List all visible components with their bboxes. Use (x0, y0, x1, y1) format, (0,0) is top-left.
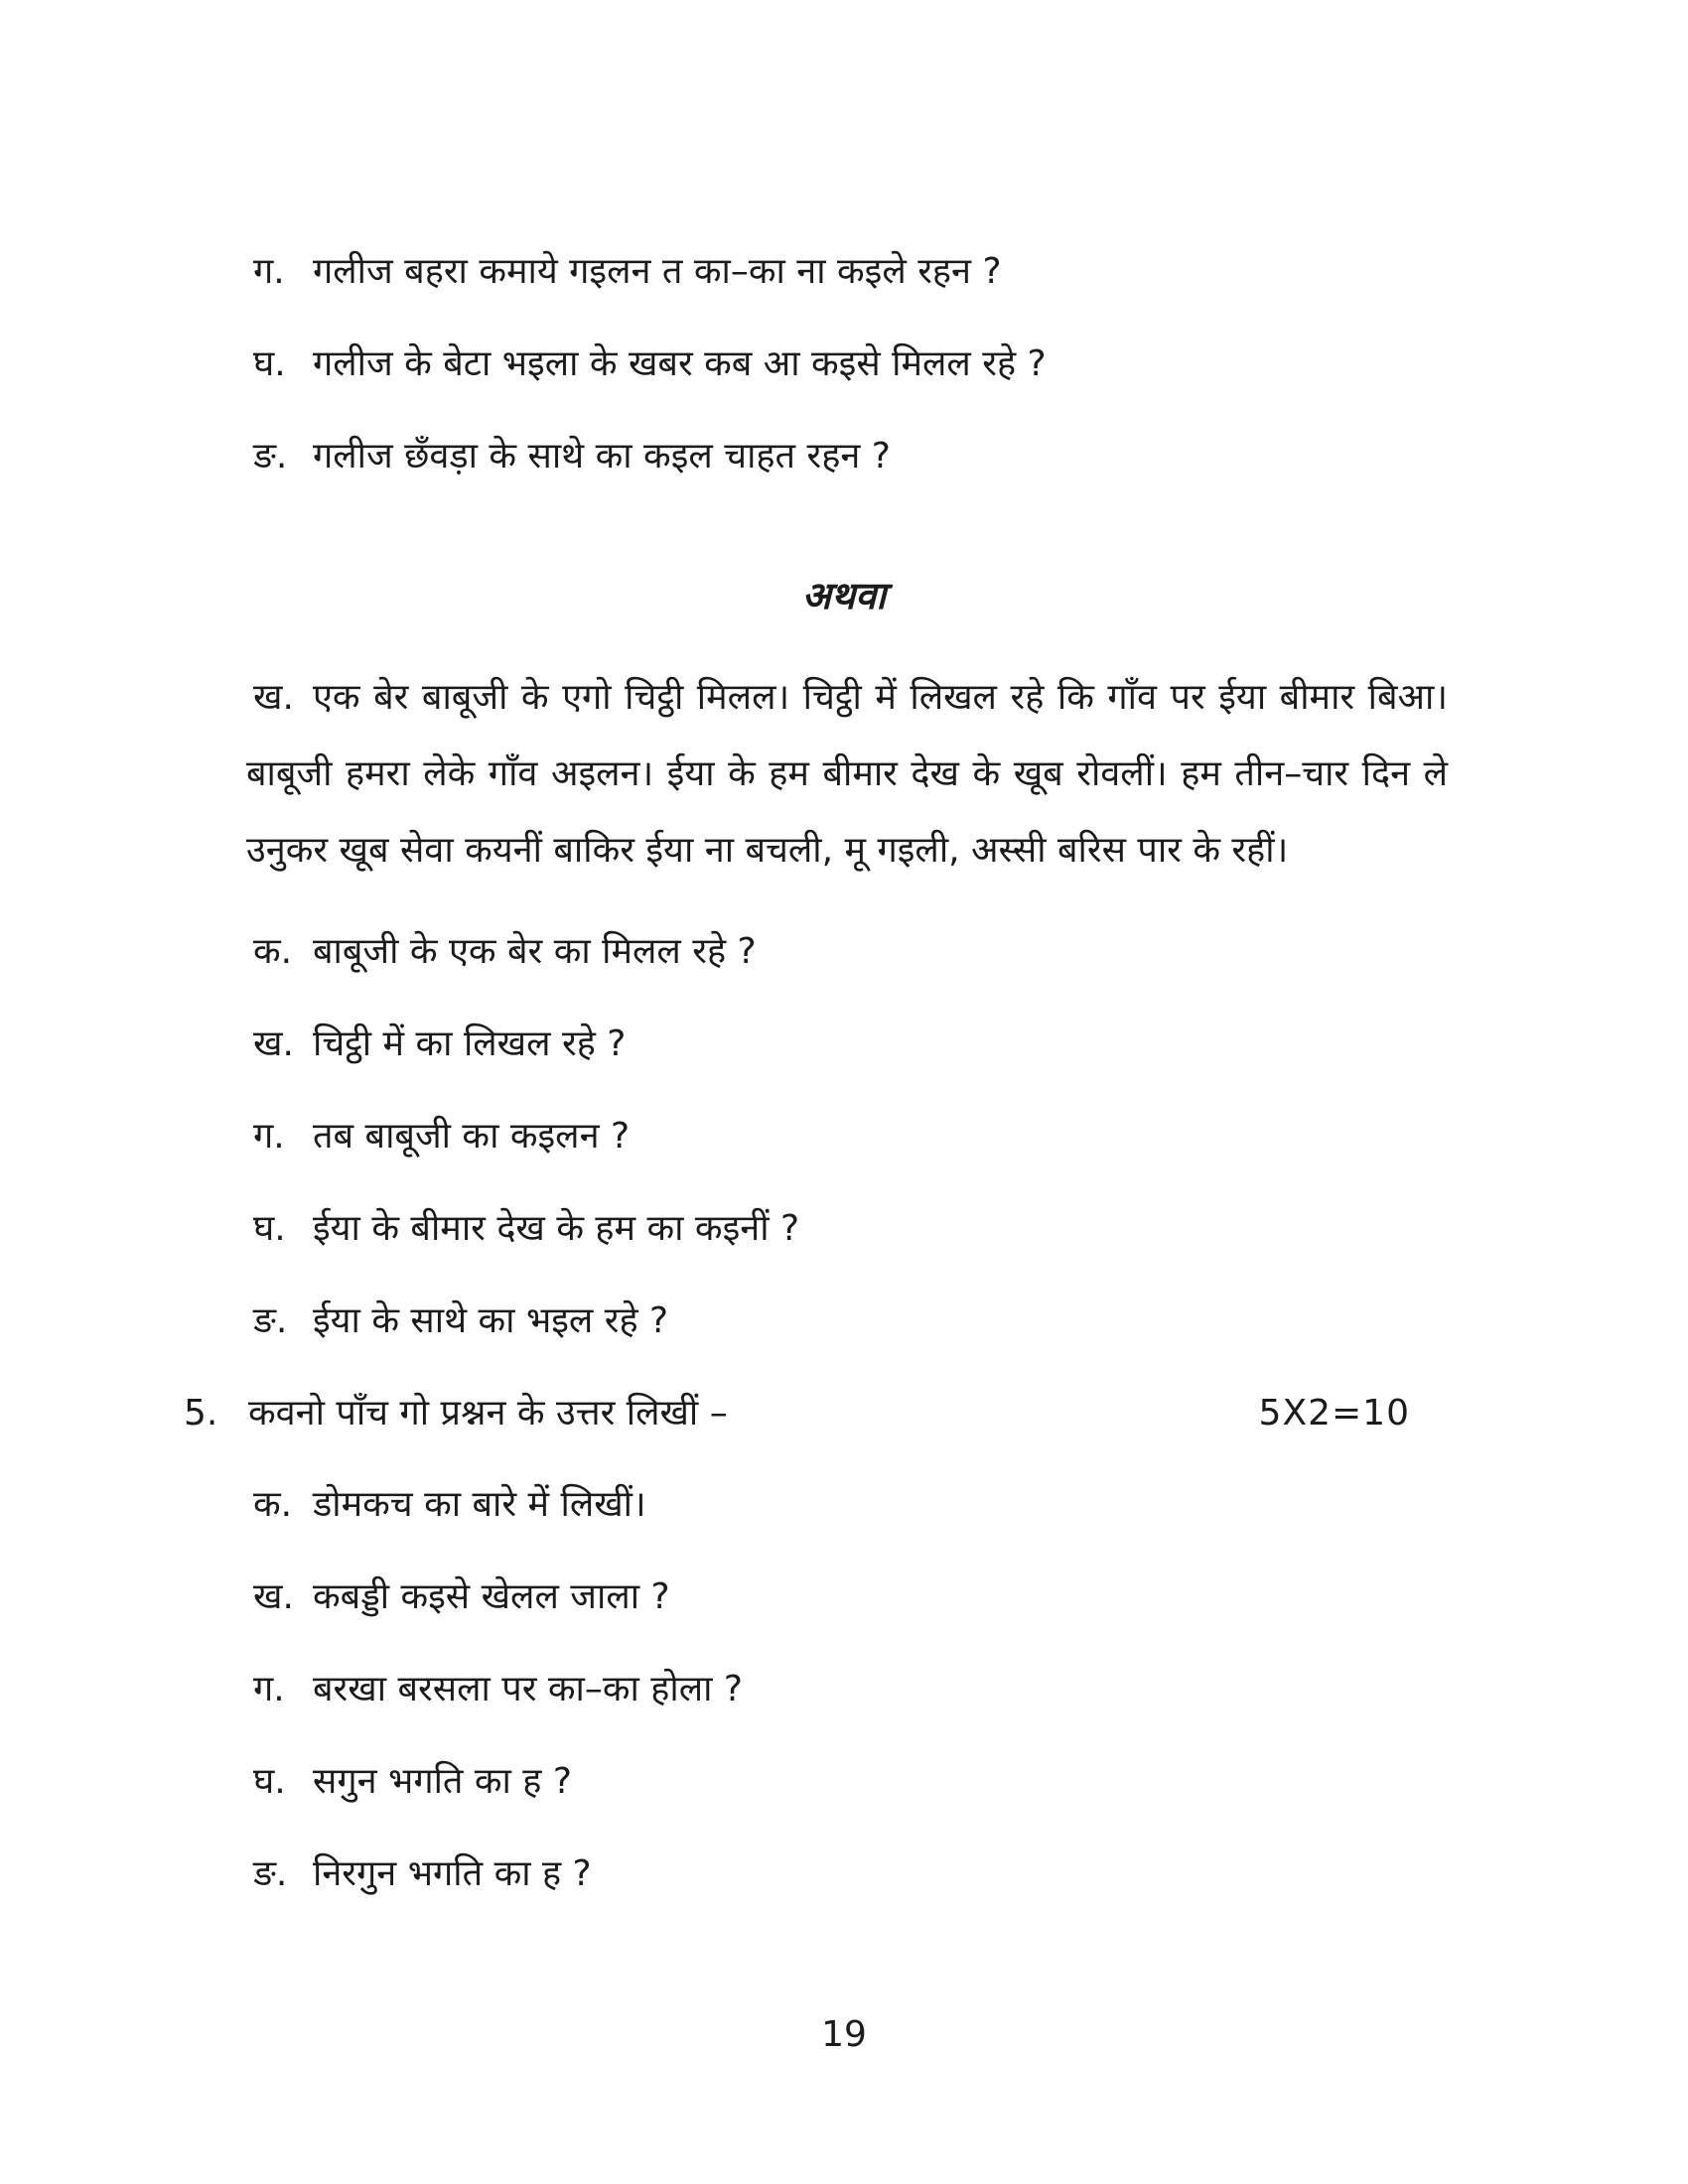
sub-question-label: ख. (253, 1024, 294, 1064)
sub-question-text: बाबूजी के एक बेर का मिलल रहे ? (313, 931, 757, 972)
sub-question-text: चिट्ठी में का लिखल रहे ? (313, 1024, 627, 1064)
question-text: कवनो पाँच गो प्रश्नन के उत्तर लिखीं – (248, 1393, 728, 1433)
sub-question-text: बरखा बरसला पर का–का होला ? (313, 1669, 744, 1709)
sub-question-row (0, 1299, 1688, 1343)
or-heading: अथवा (801, 573, 887, 617)
sub-question-label: ग. (253, 1116, 285, 1157)
question4-continuation (0, 0, 1688, 478)
passage-questions (0, 930, 1688, 1343)
sub-question-row (0, 1483, 1688, 1527)
sub-question-row (0, 435, 1688, 478)
sub-question-label: ङ. (253, 1853, 288, 1894)
sub-question-text: तब बाबूजी का कइलन ? (313, 1116, 631, 1157)
sub-question-text: ईया के बीमार देख के हम का कइनीं ? (313, 1208, 800, 1249)
sub-question-text: कबड्डी कइसे खेलल जाला ? (313, 1576, 670, 1617)
sub-question-text: ईया के साथे का भइल रहे ? (313, 1300, 669, 1341)
sub-question-label: क. (253, 931, 293, 972)
sub-question-label: ख. (253, 1576, 294, 1617)
sub-question-text: गलीज बहरा कमाये गइलन त का–का ना कइले रहन ? (313, 251, 1002, 292)
page-number: 19 (821, 2014, 867, 2055)
sub-question-label: ङ. (253, 436, 288, 477)
sub-question-row (0, 1760, 1688, 1804)
sub-question-row (0, 250, 1688, 294)
sub-question-label: क. (253, 1484, 293, 1525)
question-number: 5. (184, 1393, 218, 1433)
sub-question-label: घ. (253, 1761, 286, 1802)
sub-question-row (0, 1207, 1688, 1251)
sub-question-row (0, 1852, 1688, 1896)
passage-label: ख. (253, 677, 294, 718)
sub-question-text: निरगुन भगति का ह ? (313, 1853, 592, 1894)
sub-question-label: घ. (253, 1208, 286, 1249)
passage-paragraph (246, 659, 1448, 888)
sub-question-text: गलीज छँवड़ा के साथे का कइल चाहत रहन ? (313, 436, 891, 477)
alternative-passage-section (0, 659, 1688, 1343)
passage-text: एक बेर बाबूजी के एगो चिट्ठी मिलल। चिट्ठी में लिखल रहे कि गाँव पर ईया बीमार बिआ। बाबूजी हमरा लेके गाँव अइलन। ईया के हम बीमार देख के खूब रोवलीं। हम तीन–चार दिन ले उनुकर खूब सेवा कयनीं बाकिर ईया ना बचली, मू गइली, अस्सी बरिस पार के रहीं। (246, 677, 1448, 871)
sub-question-text: सगुन भगति का ह ? (313, 1761, 572, 1802)
sub-question-label: घ. (253, 343, 286, 384)
question5-header (0, 1392, 1688, 1435)
sub-question-row (0, 930, 1688, 974)
sub-question-row (0, 1115, 1688, 1159)
sub-question-row (0, 342, 1688, 386)
sub-question-text: डोमकच का बारे में लिखीं। (313, 1484, 646, 1525)
sub-question-label: ङ. (253, 1300, 288, 1341)
question5-section (0, 1392, 1688, 1896)
sub-question-row (0, 1023, 1688, 1066)
sub-question-label: ग. (253, 251, 285, 292)
sub-question-row (0, 1575, 1688, 1619)
sub-question-row (0, 1668, 1688, 1711)
sub-question-text: गलीज के बेटा भइला के खबर कब आ कइसे मिलल रहे ? (313, 343, 1047, 384)
marks-allocation: 5X2=10 (1258, 1393, 1410, 1433)
sub-question-label: ग. (253, 1669, 285, 1709)
